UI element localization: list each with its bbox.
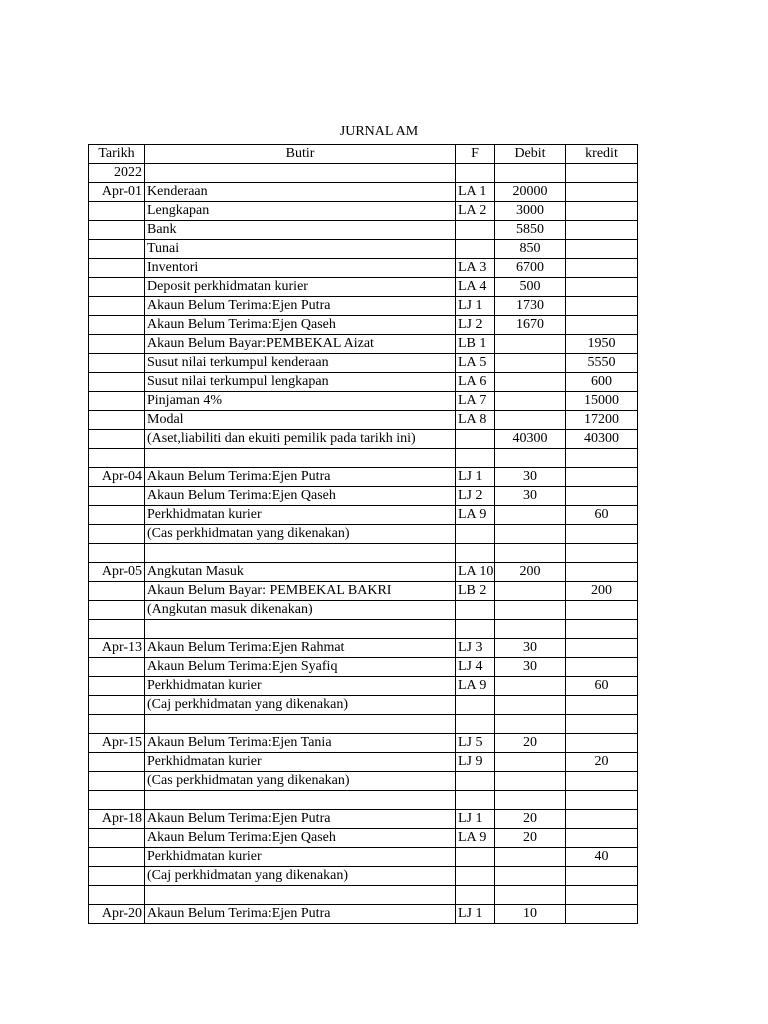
cell-credit (566, 867, 638, 886)
cell-debit: 6700 (495, 259, 566, 278)
cell-credit (566, 810, 638, 829)
cell-folio (456, 696, 495, 715)
cell-date (89, 658, 145, 677)
cell-credit (566, 544, 638, 563)
cell-folio: LA 2 (456, 202, 495, 221)
cell-desc: Susut nilai terkumpul kenderaan (145, 354, 456, 373)
cell-desc: (Cas perkhidmatan yang dikenakan) (145, 525, 456, 544)
table-row (89, 905, 638, 924)
cell-debit (495, 620, 566, 639)
header-row (89, 145, 638, 164)
cell-desc: Akaun Belum Bayar: PEMBEKAL BAKRI (145, 582, 456, 601)
cell-credit (566, 791, 638, 810)
cell-desc: Angkutan Masuk (145, 563, 456, 582)
cell-date: Apr-18 (89, 810, 145, 829)
cell-credit (566, 449, 638, 468)
cell-folio: LA 7 (456, 392, 495, 411)
cell-desc (145, 544, 456, 563)
cell-debit (495, 791, 566, 810)
cell-folio: LA 9 (456, 829, 495, 848)
cell-credit (566, 221, 638, 240)
cell-desc: Perkhidmatan kurier (145, 753, 456, 772)
cell-desc: Akaun Belum Terima:Ejen Tania (145, 734, 456, 753)
cell-desc: Kenderaan (145, 183, 456, 202)
cell-credit (566, 829, 638, 848)
cell-credit (566, 202, 638, 221)
cell-desc (145, 715, 456, 734)
cell-folio: LJ 2 (456, 316, 495, 335)
table-row (89, 373, 638, 392)
table-row (89, 753, 638, 772)
cell-desc: Tunai (145, 240, 456, 259)
table-row (89, 468, 638, 487)
cell-date (89, 221, 145, 240)
cell-desc: Akaun Belum Terima:Ejen Qaseh (145, 487, 456, 506)
cell-folio: LJ 3 (456, 639, 495, 658)
cell-date (89, 430, 145, 449)
cell-date: Apr-13 (89, 639, 145, 658)
cell-folio (456, 430, 495, 449)
cell-date (89, 715, 145, 734)
cell-debit: 500 (495, 278, 566, 297)
cell-date (89, 506, 145, 525)
cell-debit (495, 582, 566, 601)
cell-credit: 20 (566, 753, 638, 772)
cell-credit (566, 487, 638, 506)
cell-credit (566, 316, 638, 335)
cell-debit (495, 753, 566, 772)
cell-desc: Akaun Belum Bayar:PEMBEKAL Aizat (145, 335, 456, 354)
cell-date (89, 259, 145, 278)
cell-folio (456, 620, 495, 639)
cell-desc: Susut nilai terkumpul lengkapan (145, 373, 456, 392)
table-row (89, 677, 638, 696)
cell-debit: 30 (495, 487, 566, 506)
cell-credit (566, 297, 638, 316)
header-desc: Butir (145, 145, 456, 164)
cell-desc: Akaun Belum Terima:Ejen Putra (145, 905, 456, 924)
cell-debit (495, 354, 566, 373)
cell-folio (456, 772, 495, 791)
cell-date: Apr-04 (89, 468, 145, 487)
cell-credit: 60 (566, 506, 638, 525)
cell-credit: 60 (566, 677, 638, 696)
cell-debit: 30 (495, 468, 566, 487)
cell-date (89, 411, 145, 430)
cell-desc: (Angkutan masuk dikenakan) (145, 601, 456, 620)
cell-date (89, 316, 145, 335)
cell-date (89, 848, 145, 867)
cell-desc: Akaun Belum Terima:Ejen Putra (145, 468, 456, 487)
cell-date (89, 867, 145, 886)
cell-debit (495, 677, 566, 696)
cell-folio (456, 449, 495, 468)
cell-desc: Bank (145, 221, 456, 240)
table-row (89, 848, 638, 867)
cell-debit (495, 525, 566, 544)
cell-credit: 5550 (566, 354, 638, 373)
cell-desc: (Cas perkhidmatan yang dikenakan) (145, 772, 456, 791)
cell-folio: LA 3 (456, 259, 495, 278)
cell-credit (566, 715, 638, 734)
table-row (89, 278, 638, 297)
cell-date (89, 487, 145, 506)
table-row (89, 620, 638, 639)
cell-debit: 5850 (495, 221, 566, 240)
cell-debit (495, 335, 566, 354)
table-row (89, 829, 638, 848)
cell-credit (566, 772, 638, 791)
cell-date: Apr-05 (89, 563, 145, 582)
cell-folio: LB 1 (456, 335, 495, 354)
cell-folio: LJ 4 (456, 658, 495, 677)
cell-credit (566, 164, 638, 183)
cell-date (89, 772, 145, 791)
cell-credit (566, 639, 638, 658)
cell-debit (495, 392, 566, 411)
journal-title-text: JURNAL AM (339, 124, 419, 139)
cell-credit (566, 886, 638, 905)
cell-debit (495, 544, 566, 563)
cell-date (89, 392, 145, 411)
cell-folio (456, 544, 495, 563)
table-row (89, 639, 638, 658)
cell-credit (566, 563, 638, 582)
table-row (89, 525, 638, 544)
cell-date: Apr-15 (89, 734, 145, 753)
table-row (89, 316, 638, 335)
table-row (89, 867, 638, 886)
cell-folio: LA 6 (456, 373, 495, 392)
cell-folio: LA 4 (456, 278, 495, 297)
cell-desc: Pinjaman 4% (145, 392, 456, 411)
cell-credit (566, 468, 638, 487)
cell-desc: Inventori (145, 259, 456, 278)
cell-credit (566, 278, 638, 297)
cell-folio (456, 886, 495, 905)
table-row (89, 772, 638, 791)
cell-desc: Akaun Belum Terima:Ejen Syafiq (145, 658, 456, 677)
cell-desc (145, 164, 456, 183)
cell-date (89, 202, 145, 221)
cell-desc: Perkhidmatan kurier (145, 677, 456, 696)
cell-debit: 20 (495, 829, 566, 848)
cell-debit (495, 867, 566, 886)
journal-table (88, 144, 638, 924)
table-row (89, 544, 638, 563)
table-row (89, 582, 638, 601)
journal-title (0, 124, 768, 140)
cell-debit (495, 506, 566, 525)
cell-folio (456, 791, 495, 810)
cell-date (89, 620, 145, 639)
cell-folio (456, 164, 495, 183)
cell-date: 2022 (89, 164, 145, 183)
cell-debit (495, 164, 566, 183)
cell-credit: 40 (566, 848, 638, 867)
cell-date (89, 525, 145, 544)
table-row (89, 221, 638, 240)
cell-desc: Akaun Belum Terima:Ejen Putra (145, 810, 456, 829)
table-row (89, 297, 638, 316)
cell-folio: LJ 1 (456, 297, 495, 316)
cell-credit: 200 (566, 582, 638, 601)
cell-date: Apr-01 (89, 183, 145, 202)
cell-date (89, 278, 145, 297)
cell-debit: 1730 (495, 297, 566, 316)
cell-debit: 30 (495, 639, 566, 658)
cell-credit (566, 183, 638, 202)
table-row (89, 734, 638, 753)
header-date: Tarikh (89, 145, 145, 164)
cell-desc: (Aset,liabiliti dan ekuiti pemilik pada tarikh ini) (145, 430, 456, 449)
table-row (89, 392, 638, 411)
table-row (89, 240, 638, 259)
cell-debit: 3000 (495, 202, 566, 221)
cell-date (89, 240, 145, 259)
table-row (89, 259, 638, 278)
cell-debit (495, 715, 566, 734)
cell-folio: LJ 9 (456, 753, 495, 772)
cell-folio (456, 601, 495, 620)
cell-debit (495, 601, 566, 620)
cell-folio (456, 848, 495, 867)
cell-date: Apr-20 (89, 905, 145, 924)
cell-folio: LA 5 (456, 354, 495, 373)
cell-desc: Deposit perkhidmatan kurier (145, 278, 456, 297)
cell-debit (495, 696, 566, 715)
cell-credit (566, 734, 638, 753)
cell-debit (495, 886, 566, 905)
cell-credit: 600 (566, 373, 638, 392)
header-debit: Debit (495, 145, 566, 164)
cell-folio: LJ 1 (456, 905, 495, 924)
cell-debit (495, 772, 566, 791)
cell-debit: 20000 (495, 183, 566, 202)
cell-desc (145, 791, 456, 810)
cell-date (89, 829, 145, 848)
cell-folio: LA 10 (456, 563, 495, 582)
cell-desc: Lengkapan (145, 202, 456, 221)
cell-debit (495, 449, 566, 468)
table-row (89, 183, 638, 202)
cell-desc: Perkhidmatan kurier (145, 848, 456, 867)
cell-desc: Akaun Belum Terima:Ejen Rahmat (145, 639, 456, 658)
cell-desc: Perkhidmatan kurier (145, 506, 456, 525)
cell-folio: LA 1 (456, 183, 495, 202)
table-row (89, 658, 638, 677)
cell-folio: LA 9 (456, 677, 495, 696)
cell-debit: 40300 (495, 430, 566, 449)
table-row (89, 354, 638, 373)
cell-folio: LB 2 (456, 582, 495, 601)
cell-credit (566, 696, 638, 715)
cell-credit (566, 905, 638, 924)
cell-debit: 1670 (495, 316, 566, 335)
table-row (89, 430, 638, 449)
cell-credit (566, 259, 638, 278)
cell-date (89, 297, 145, 316)
cell-debit (495, 411, 566, 430)
cell-desc: (Caj perkhidmatan yang dikenakan) (145, 867, 456, 886)
cell-desc (145, 886, 456, 905)
table-row (89, 164, 638, 183)
cell-desc (145, 449, 456, 468)
cell-folio (456, 867, 495, 886)
cell-folio: LA 8 (456, 411, 495, 430)
cell-credit (566, 240, 638, 259)
cell-credit: 17200 (566, 411, 638, 430)
table-row (89, 601, 638, 620)
cell-debit (495, 848, 566, 867)
cell-folio (456, 525, 495, 544)
cell-folio: LJ 5 (456, 734, 495, 753)
cell-credit (566, 525, 638, 544)
cell-date (89, 696, 145, 715)
table-row (89, 791, 638, 810)
table-row (89, 715, 638, 734)
cell-date (89, 601, 145, 620)
cell-debit: 200 (495, 563, 566, 582)
cell-desc: (Caj perkhidmatan yang dikenakan) (145, 696, 456, 715)
table-row (89, 411, 638, 430)
table-row (89, 335, 638, 354)
cell-desc: Akaun Belum Terima:Ejen Qaseh (145, 316, 456, 335)
cell-folio (456, 240, 495, 259)
cell-date (89, 886, 145, 905)
cell-date (89, 335, 145, 354)
cell-date (89, 373, 145, 392)
cell-folio (456, 715, 495, 734)
table-row (89, 563, 638, 582)
cell-date (89, 753, 145, 772)
table-row (89, 810, 638, 829)
table-row (89, 886, 638, 905)
cell-debit (495, 373, 566, 392)
cell-folio: LJ 2 (456, 487, 495, 506)
cell-debit: 20 (495, 810, 566, 829)
cell-credit: 40300 (566, 430, 638, 449)
cell-date (89, 677, 145, 696)
cell-date (89, 791, 145, 810)
cell-debit: 850 (495, 240, 566, 259)
table-row (89, 696, 638, 715)
cell-credit (566, 601, 638, 620)
header-folio: F (456, 145, 495, 164)
cell-date (89, 582, 145, 601)
cell-credit: 15000 (566, 392, 638, 411)
table-row (89, 202, 638, 221)
table-row (89, 449, 638, 468)
cell-desc: Akaun Belum Terima:Ejen Putra (145, 297, 456, 316)
cell-date (89, 449, 145, 468)
cell-credit (566, 658, 638, 677)
cell-date (89, 544, 145, 563)
cell-debit: 20 (495, 734, 566, 753)
cell-debit: 30 (495, 658, 566, 677)
cell-desc: Akaun Belum Terima:Ejen Qaseh (145, 829, 456, 848)
cell-credit (566, 620, 638, 639)
cell-credit: 1950 (566, 335, 638, 354)
cell-desc (145, 620, 456, 639)
header-credit: kredit (566, 145, 638, 164)
cell-folio (456, 221, 495, 240)
cell-folio: LA 9 (456, 506, 495, 525)
cell-folio: LJ 1 (456, 810, 495, 829)
table-row (89, 506, 638, 525)
table-row (89, 487, 638, 506)
cell-folio: LJ 1 (456, 468, 495, 487)
cell-debit: 10 (495, 905, 566, 924)
cell-desc: Modal (145, 411, 456, 430)
journal-body (89, 164, 638, 924)
cell-date (89, 354, 145, 373)
